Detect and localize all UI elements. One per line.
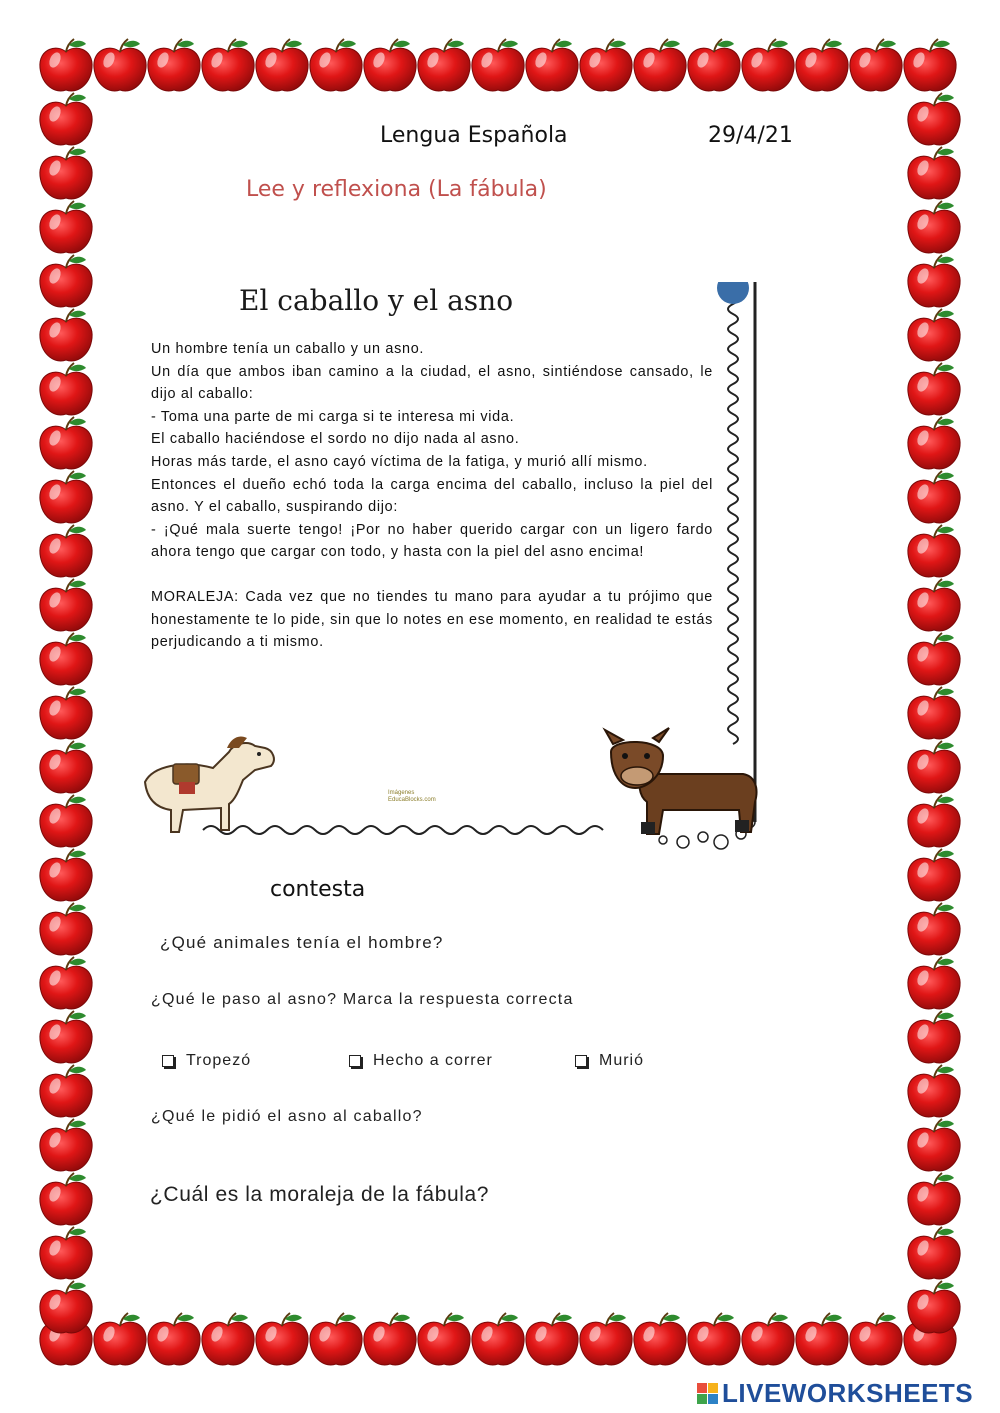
checkbox-icon[interactable] (349, 1055, 361, 1067)
apple-icon (40, 579, 92, 631)
question-animals: ¿Qué animales tenía el hombre? (160, 933, 444, 952)
apple-icon (904, 39, 956, 91)
horse-illustration (145, 736, 274, 832)
apple-icon (40, 255, 92, 307)
fable-body (151, 338, 713, 654)
apple-icon (908, 579, 960, 631)
apple-icon (634, 1313, 686, 1365)
apple-icon (148, 39, 200, 91)
apple-icon (908, 633, 960, 685)
apple-icon (742, 39, 794, 91)
fable-paragraph: Un hombre tenía un caballo y un asno. (151, 341, 425, 357)
logo-tile (708, 1383, 718, 1393)
apple-icon (908, 363, 960, 415)
apple-icon (908, 795, 960, 847)
fable-moral: MORALEJA: Cada vez que no tiendes tu mano para ayudar a tu prójimo que honestamente te lo pide, sin que lo notes en ese momento, en realidad te estás perjudicando a ti mismo. (151, 588, 713, 651)
question-moral: ¿Cuál es la moraleja de la fábula? (150, 1183, 490, 1206)
logo-tile (697, 1383, 707, 1393)
apple-icon (908, 1119, 960, 1171)
apple-icon (40, 1011, 92, 1063)
apple-icon (580, 1313, 632, 1365)
apple-icon (40, 93, 92, 145)
fable-title: El caballo y el asno (239, 284, 514, 317)
apple-icon (40, 309, 92, 361)
apple-icon (40, 147, 92, 199)
apple-icon (40, 741, 92, 793)
apple-icon (908, 849, 960, 901)
fable-paragraph: - Toma una parte de mi carga si te interesa mi vida. (151, 408, 515, 425)
logo-tile (708, 1394, 718, 1404)
apple-icon (908, 525, 960, 577)
fable-paragraph: El caballo haciéndose el sordo no dijo nada al asno. (151, 431, 520, 448)
apple-icon (908, 1173, 960, 1225)
apple-icon (908, 1065, 960, 1117)
question-what-happened: ¿Qué le paso al asno? Marca la respuesta correcta (151, 991, 574, 1008)
liveworksheets-brand (697, 1378, 973, 1409)
apple-icon (472, 1313, 524, 1365)
image-credit (388, 790, 436, 804)
option-tropezo[interactable] (162, 1052, 251, 1070)
apple-icon (94, 1313, 146, 1365)
apple-icon (688, 1313, 740, 1365)
apple-icon (742, 1313, 794, 1365)
apple-icon (40, 471, 92, 523)
apple-icon (364, 1313, 416, 1365)
apple-icon (908, 93, 960, 145)
apple-icon (634, 39, 686, 91)
apple-icon (94, 39, 146, 91)
fable-paragraph: - ¡Qué mala suerte tengo! ¡Por no haber querido cargar con un ligero fardo ahora tengo que cargar con todo, y hasta con la piel del asno encima! (151, 521, 713, 561)
apple-icon (202, 39, 254, 91)
apple-icon (310, 1313, 362, 1365)
apple-icon (364, 39, 416, 91)
apple-icon (908, 147, 960, 199)
apple-icon (908, 741, 960, 793)
apple-icon (40, 1227, 92, 1279)
apple-icon (40, 903, 92, 955)
apple-icon (908, 255, 960, 307)
apple-icon (40, 1065, 92, 1117)
brand-name: LIVEWORKSHEETS (722, 1378, 974, 1408)
apple-icon (202, 1313, 254, 1365)
apple-icon (40, 687, 92, 739)
apple-icon (908, 1227, 960, 1279)
option-label: Hecho a correr (373, 1052, 493, 1069)
date-label: 29/4/21 (708, 123, 793, 148)
instruction-text: Lee y reflexiona (La fábula) (246, 177, 547, 202)
apple-icon (310, 39, 362, 91)
apple-icon (908, 309, 960, 361)
subject-label: Lengua Española (380, 123, 568, 148)
apple-icon (256, 39, 308, 91)
fable-paragraph: Entonces el dueño echó toda la carga encima del caballo, incluso la piel del asno. Y el caballo, suspirando dijo: (151, 476, 713, 516)
apple-icon (908, 1281, 960, 1333)
apple-icon (526, 1313, 578, 1365)
liveworksheets-logo-icon (697, 1383, 718, 1404)
contesta-label: contesta (270, 877, 366, 902)
apple-icon (418, 1313, 470, 1365)
image-credit-line: EducaBlocks.com (388, 797, 436, 803)
apple-icon (40, 525, 92, 577)
apple-icon (418, 39, 470, 91)
apple-icon (850, 39, 902, 91)
apple-icon (908, 201, 960, 253)
checkbox-icon[interactable] (575, 1055, 587, 1067)
checkbox-icon[interactable] (162, 1055, 174, 1067)
apple-icon (908, 471, 960, 523)
option-hecho-a-correr[interactable] (349, 1052, 493, 1070)
logo-tile (697, 1394, 707, 1404)
apple-icon (40, 1173, 92, 1225)
apple-icon (908, 1011, 960, 1063)
apple-icon (796, 1313, 848, 1365)
apple-icon (40, 201, 92, 253)
apple-icon (40, 849, 92, 901)
apple-icon (796, 39, 848, 91)
image-credit-line: Imágenes (388, 790, 415, 796)
apple-icon (40, 1281, 92, 1333)
apple-icon (580, 39, 632, 91)
apple-icon (908, 957, 960, 1009)
apple-icon (40, 957, 92, 1009)
fable-paragraph: Un día que ambos iban camino a la ciudad, el asno, sintiéndose cansado, le dijo al caballo: (151, 363, 713, 403)
fable-card (143, 282, 758, 850)
option-label: Tropezó (186, 1052, 252, 1069)
question-request: ¿Qué le pidió el asno al caballo? (151, 1108, 423, 1125)
option-label: Murió (599, 1052, 645, 1069)
apple-icon (40, 633, 92, 685)
apple-icon (908, 687, 960, 739)
apple-icon (40, 417, 92, 469)
apple-icon (908, 903, 960, 955)
option-murio[interactable] (575, 1052, 644, 1070)
fable-paragraph: Horas más tarde, el asno cayó víctima de la fatiga, y murió allí mismo. (151, 453, 648, 470)
apple-icon (688, 39, 740, 91)
apple-icon (908, 417, 960, 469)
apple-icon (850, 1313, 902, 1365)
apple-icon (256, 1313, 308, 1365)
apple-icon (40, 363, 92, 415)
apple-icon (472, 39, 524, 91)
apple-icon (526, 39, 578, 91)
apple-icon (40, 39, 92, 91)
apple-icon (40, 795, 92, 847)
apple-icon (148, 1313, 200, 1365)
apple-icon (40, 1119, 92, 1171)
